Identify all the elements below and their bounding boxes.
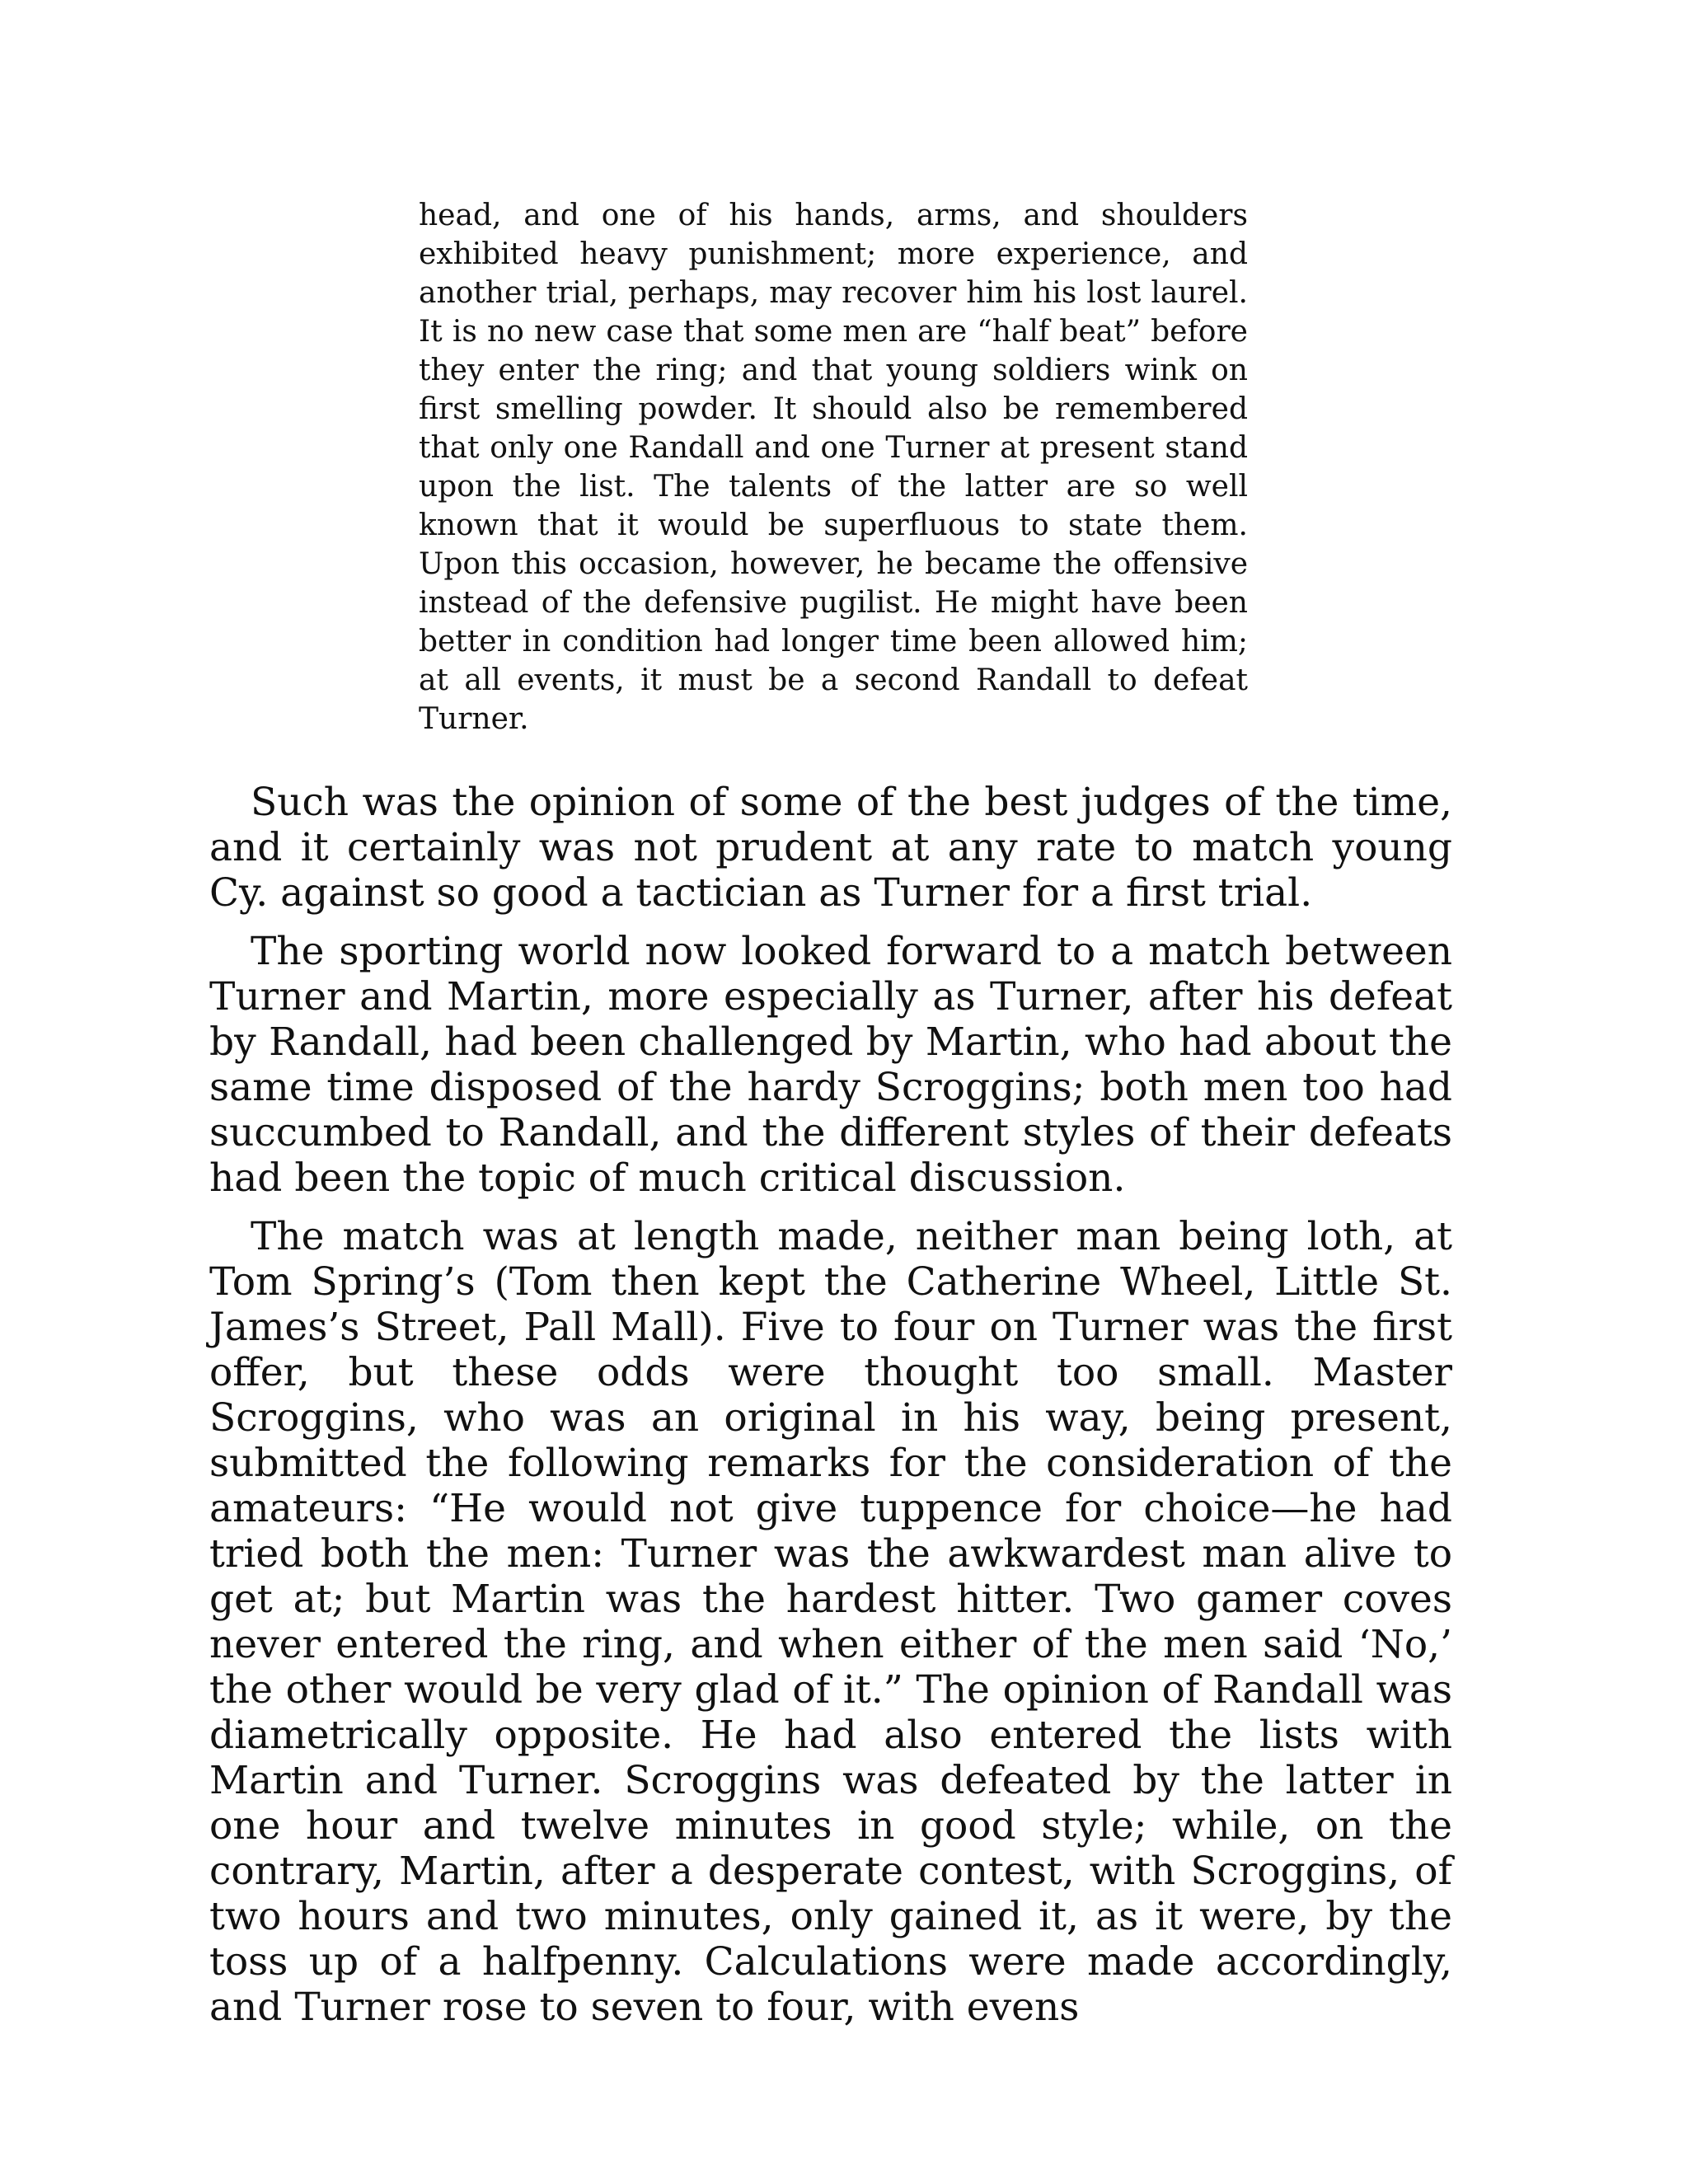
paragraph-2: The sporting world now looked forward to a match between Turner and Martin, more especially as Turner, after his defeat by Randall, had been challenged by Martin, who had about the same time disposed of the hardy Scroggins; both men too had succumbed to Randall, and the different styles of their defeats had been the topic of much critical discussion. (209, 929, 1452, 1201)
paragraph-1: Such was the opinion of some of the best judges of the time, and it certainly was not prudent at any rate to match young Cy. against so good a tactician as Turner for a first trial. (209, 780, 1452, 916)
paragraph-3: The match was at length made, neither man being loth, at Tom Spring’s (Tom then kept the Catherine Wheel, Little St. James’s Street, Pall Mall). Five to four on Turner was the first offer, but these odds were thought too small. Master Scroggins, who was an original in his way, being present, submitted the following remarks for the consideration of the amateurs: “He would not give tuppence for choice—he had tried both the men: Turner was the awkwardest man alive to get at; but Martin was the hardest hitter. Two gamer coves never entered the ring, and when either of the men said ‘No,’ the other would be very glad of it.” The opinion of Randall was diametrically opposite. He had also entered the lists with Martin and Turner. Scroggins was defeated by the latter in one hour and twelve minutes in good style; while, on the contrary, Martin, after a desperate contest, with Scroggins, of two hours and two minutes, only gained it, as it were, by the toss up of a halfpenny. Calculations were made accordingly, and Turner rose to seven to four, with evens (209, 1214, 1452, 2030)
block-quotation: head, and one of his hands, arms, and shoulders exhibited heavy punishment; more experience, and another trial, perhaps, may recover him his lost laurel. It is no new case that some men are “half beat” before they enter the ring; and that young soldiers wink on first smelling powder. It should also be remembered that only one Randall and one Turner at present stand upon the list. The talents of the latter are so well known that it would be superfluous to state them. Upon this occasion, however, he became the offensive instead of the defensive pugilist. He might have been better in condition had longer time been allowed him; at all events, it must be a second Randall to defeat Turner. (419, 199, 1248, 736)
body-text (209, 780, 1452, 2043)
